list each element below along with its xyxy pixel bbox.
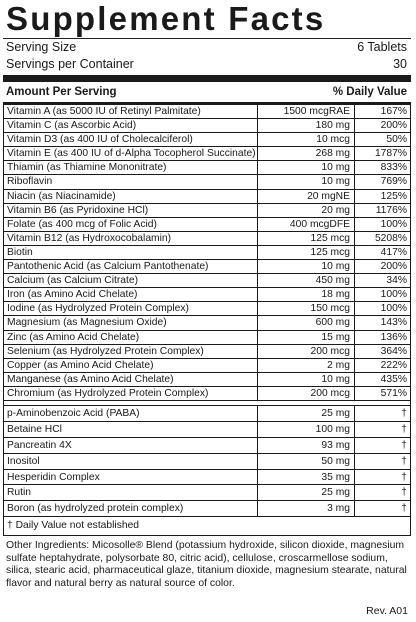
nutrient-row: [4, 189, 410, 203]
ingredient-name: Biotin: [7, 246, 33, 258]
ingredient-name: Niacin (as Niacinamide): [7, 190, 116, 202]
ingredient-daily-value: 125%: [380, 190, 407, 202]
ingredient-name: Folate (as 400 mcg of Folic Acid): [7, 218, 157, 230]
ingredient-amount: 20 mg: [257, 204, 355, 217]
ingredient-amount: 10 mg: [257, 260, 355, 273]
blend-row: [4, 421, 410, 437]
ingredient-daily-value: 100%: [380, 303, 407, 315]
amount-per-serving-header: Amount Per Serving: [6, 86, 117, 98]
ingredient-name: p-Aminobenzoic Acid (PABA): [7, 407, 140, 419]
nutrient-row: [4, 231, 410, 245]
serving-size-label: Serving Size: [6, 40, 77, 54]
ingredient-amount: 450 mg: [257, 274, 355, 287]
ingredient-daily-value: 417%: [380, 246, 407, 258]
servings-per-container-row: [3, 56, 411, 73]
nutrient-row: [4, 160, 410, 174]
ingredient-daily-value: †: [401, 487, 407, 499]
ingredient-daily-value: †: [401, 439, 407, 451]
ingredient-name: Vitamin A (as 5000 IU of Retinyl Palmitate): [7, 106, 201, 117]
ingredient-amount: 125 mcg: [257, 246, 355, 259]
ingredient-amount: 10 mg: [257, 175, 355, 188]
blend-row: [4, 437, 410, 453]
ingredient-name: Copper (as Amino Acid Chelate): [7, 359, 154, 371]
nutrient-row: [4, 301, 410, 315]
nutrient-row: [4, 203, 410, 217]
ingredient-name: Rutin: [7, 487, 32, 499]
ingredient-amount: 180 mg: [257, 119, 355, 132]
ingredient-daily-value: †: [401, 503, 407, 515]
ingredient-daily-value: 100%: [380, 218, 407, 230]
servings-per-container-value: 30: [393, 57, 407, 71]
nutrient-row: [4, 174, 410, 188]
nutrient-row: [4, 273, 410, 287]
ingredient-name: Pantothenic Acid (as Calcium Pantothenate): [7, 261, 209, 273]
ingredient-amount: 25 mg: [257, 485, 355, 500]
blend-row: [4, 406, 410, 421]
ingredient-daily-value: 5208%: [374, 232, 407, 244]
ingredient-amount: 10 mg: [257, 373, 355, 386]
ingredient-name: Inositol: [7, 455, 40, 467]
nutrient-row: [4, 386, 410, 400]
ingredient-amount: 10 mg: [257, 161, 355, 174]
ingredient-name: Riboflavin: [7, 176, 53, 188]
ingredient-amount: 10 mcg: [257, 133, 355, 146]
ingredient-amount: 150 mcg: [257, 302, 355, 315]
ingredient-name: Thiamin (as Thiamine Mononitrate): [7, 162, 167, 174]
nutrient-row: [4, 259, 410, 273]
ingredient-daily-value: 136%: [380, 331, 407, 343]
ingredient-name: Iodine (as Hydrolyzed Protein Complex): [7, 303, 189, 315]
ingredient-name: Vitamin D3 (as 400 IU of Cholecalciferol): [7, 134, 193, 146]
revision-label: Rev. A01: [366, 605, 408, 617]
ingredient-amount: 125 mcg: [257, 232, 355, 245]
blend-row: [4, 500, 410, 516]
daily-value-header: % Daily Value: [332, 86, 407, 98]
nutrient-table: [3, 105, 411, 400]
ingredient-daily-value: †: [401, 407, 407, 419]
ingredient-amount: 400 mcgDFE: [257, 218, 355, 231]
nutrient-row: [4, 118, 410, 132]
serving-size-row: [3, 39, 411, 56]
servings-per-container-label: Servings per Container: [6, 57, 134, 71]
ingredient-name: Calcium (as Calcium Citrate): [7, 275, 139, 287]
nutrient-row: [4, 330, 410, 344]
ingredient-name: Magnesium (as Magnesium Oxide): [7, 317, 167, 329]
ingredient-daily-value: 571%: [380, 387, 407, 399]
ingredient-amount: 1500 mcgRAE: [257, 105, 355, 118]
ingredient-name: Pancreatin 4X: [7, 439, 72, 451]
ingredient-amount: 3 mg: [257, 501, 355, 516]
ingredient-daily-value: 167%: [380, 106, 407, 117]
column-header-row: [3, 82, 411, 102]
ingredient-daily-value: 769%: [380, 176, 407, 188]
ingredient-name: Selenium (as Hydrolyzed Protein Complex): [7, 345, 204, 357]
blend-row: [4, 484, 410, 500]
panel-title: Supplement Facts: [6, 0, 326, 37]
ingredient-amount: 93 mg: [257, 438, 355, 453]
ingredient-amount: 20 mgNE: [257, 190, 355, 203]
ingredient-daily-value: 200%: [380, 120, 407, 132]
nutrient-row: [4, 315, 410, 329]
ingredient-daily-value: †: [401, 471, 407, 483]
ingredient-daily-value: †: [401, 455, 407, 467]
supplement-facts-panel: [3, 2, 411, 606]
ingredient-amount: 100 mg: [257, 422, 355, 437]
ingredient-name: Vitamin C (as Ascorbic Acid): [7, 120, 137, 132]
ingredient-daily-value: 100%: [380, 289, 407, 301]
ingredient-daily-value: 222%: [380, 359, 407, 371]
ingredient-daily-value: 143%: [380, 317, 407, 329]
nutrient-row: [4, 105, 410, 118]
ingredient-amount: 50 mg: [257, 454, 355, 469]
other-ingredients: Other Ingredients: Micosolle® Blend (potassium hydroxide, silicon dioxide, magnesium sulfate heptahydrate, polysorbate 80, citric acid), cellulose, croscarmellose sodium, silica, stearic acid, pharmaceutical glaze, titanium dioxide, magnesium stearate, natural flavor and natural berry as natural source of color.: [6, 540, 407, 589]
nutrient-row: [4, 245, 410, 259]
ingredient-amount: 200 mcg: [257, 345, 355, 358]
ingredient-daily-value: 364%: [380, 345, 407, 357]
daily-value-footnote: † Daily Value not established: [3, 516, 411, 536]
blend-row: [4, 469, 410, 485]
blend-table: [3, 405, 411, 516]
ingredient-name: Boron (as hydrolyzed protein complex): [7, 503, 184, 515]
ingredient-name: Vitamin B6 (as Pyridoxine HCl): [7, 204, 149, 216]
nutrient-row: [4, 344, 410, 358]
ingredient-name: Vitamin E (as 400 IU of d-Alpha Tocopherol Succinate): [7, 148, 256, 160]
nutrient-row: [4, 287, 410, 301]
ingredient-name: Chromium (as Hydrolyzed Protein Complex): [7, 387, 209, 399]
ingredient-amount: 600 mg: [257, 316, 355, 329]
nutrient-row: [4, 372, 410, 386]
nutrient-row: [4, 146, 410, 160]
ingredient-name: Hesperidin Complex: [7, 471, 100, 483]
ingredient-amount: 268 mg: [257, 147, 355, 160]
ingredient-amount: 18 mg: [257, 288, 355, 301]
thick-divider: [3, 75, 411, 82]
ingredient-daily-value: 833%: [380, 162, 407, 174]
ingredient-name: Zinc (as Amino Acid Chelate): [7, 331, 140, 343]
ingredient-amount: 25 mg: [257, 406, 355, 421]
nutrient-row: [4, 217, 410, 231]
ingredient-amount: 2 mg: [257, 359, 355, 372]
nutrient-row: [4, 358, 410, 372]
ingredient-amount: 35 mg: [257, 470, 355, 485]
ingredient-daily-value: †: [401, 423, 407, 435]
blend-row: [4, 453, 410, 469]
ingredient-daily-value: 1176%: [375, 204, 407, 216]
nutrient-row: [4, 132, 410, 146]
ingredient-daily-value: 34%: [386, 275, 407, 287]
ingredient-daily-value: 1787%: [374, 148, 407, 160]
ingredient-name: Vitamin B12 (as Hydroxocobalamin): [7, 232, 172, 244]
ingredient-name: Manganese (as Amino Acid Chelate): [7, 373, 174, 385]
ingredient-amount: 200 mcg: [257, 387, 355, 400]
ingredient-name: Iron (as Amino Acid Chelate): [7, 289, 138, 301]
ingredient-amount: 15 mg: [257, 331, 355, 344]
serving-size-value: 6 Tablets: [357, 40, 407, 54]
ingredient-daily-value: 435%: [380, 373, 407, 385]
ingredient-name: Betaine HCl: [7, 423, 62, 435]
ingredient-daily-value: 200%: [380, 261, 407, 273]
ingredient-daily-value: 50%: [386, 134, 407, 146]
